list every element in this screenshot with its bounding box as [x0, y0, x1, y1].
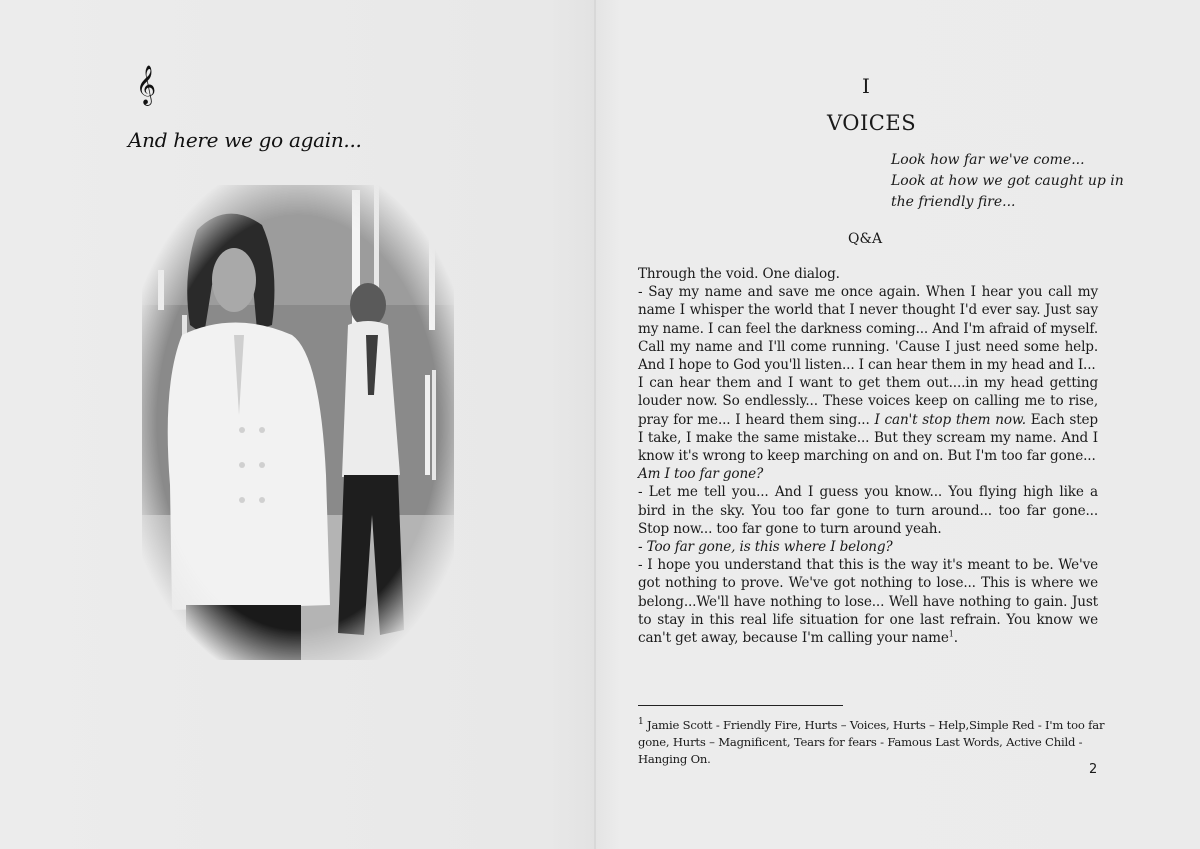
- footnote-marker: 1: [638, 717, 644, 727]
- paragraph: [638, 556, 1098, 647]
- paragraph-text: Each step I take, I make the same mistake... But they scream my name. And I know it's wrong to keep marching on and on. But I'm too far gone...: [638, 411, 1098, 465]
- paragraph-text: I can hear them and I want to get them out....in my head getting louder now. So endlessly... These voices keep on calling me to rise, pray for me... I heard them sing...: [638, 375, 1098, 428]
- paragraph: Through the void. One dialog.: [638, 266, 840, 282]
- chapter-title: VOICES: [827, 111, 917, 135]
- body-text: [638, 265, 1098, 647]
- paragraph-text: - I hope you understand that this is the way it's meant to be. We've got nothing to prove. We've got nothing to lose... This is where we belong...We'll have nothing to lose... Well have nothing to gain. Just to stay in this real life situation for one last refrain. You know we can't get away, because I'm calling your name: [638, 557, 1098, 647]
- epigraph: [891, 150, 1124, 213]
- italic-phrase: I can't stop them now.: [874, 411, 1026, 428]
- paragraph-text: .: [953, 630, 958, 647]
- question-line: - Too far gone, is this where I belong?: [638, 539, 893, 556]
- page-number: 2: [1089, 762, 1098, 777]
- paragraph: [638, 374, 1098, 465]
- portrait-photo: [142, 185, 454, 660]
- paragraph: - Say my name and save me once again. When I hear you call my name I whisper the world that I never thought I'd ever say. Just say my name. I can feel the darkness coming... And I'm afraid of myself. Call my name and I'll come running. 'Cause I just need some help. And I hope to God you'll listen... I can hear them in my head and I...: [638, 284, 1098, 374]
- section-title: Q&A: [848, 231, 883, 247]
- photo-illustration: [142, 185, 454, 660]
- footnote-reference[interactable]: 1: [948, 629, 954, 639]
- paragraph: - Let me tell you... And I guess you know... You flying high like a bird in the sky. You too far gone to turn around... too far gone... Stop now... too far gone to turn around yeah.: [638, 484, 1098, 537]
- epigraph-line: Look how far we've come...: [891, 152, 1085, 168]
- epigraph-line: the friendly fire...: [891, 194, 1016, 210]
- epigraph-line: Look at how we got caught up in: [891, 173, 1124, 189]
- treble-clef-icon: 𝄞: [136, 65, 157, 105]
- left-page: [0, 0, 596, 849]
- left-page-heading: And here we go again...: [128, 128, 362, 152]
- footnote-text: Jamie Scott - Friendly Fire, Hurts – Voices, Hurts – Help,Simple Red - I'm too far gone, Hurts – Magnificent, Tears for fears - Famous Last Words, Active Child - Hanging On.: [638, 717, 1105, 766]
- footnote: [638, 714, 1108, 768]
- chapter-number: I: [862, 74, 870, 98]
- footnote-divider: [638, 705, 843, 706]
- question-line: Am I too far gone?: [638, 466, 764, 483]
